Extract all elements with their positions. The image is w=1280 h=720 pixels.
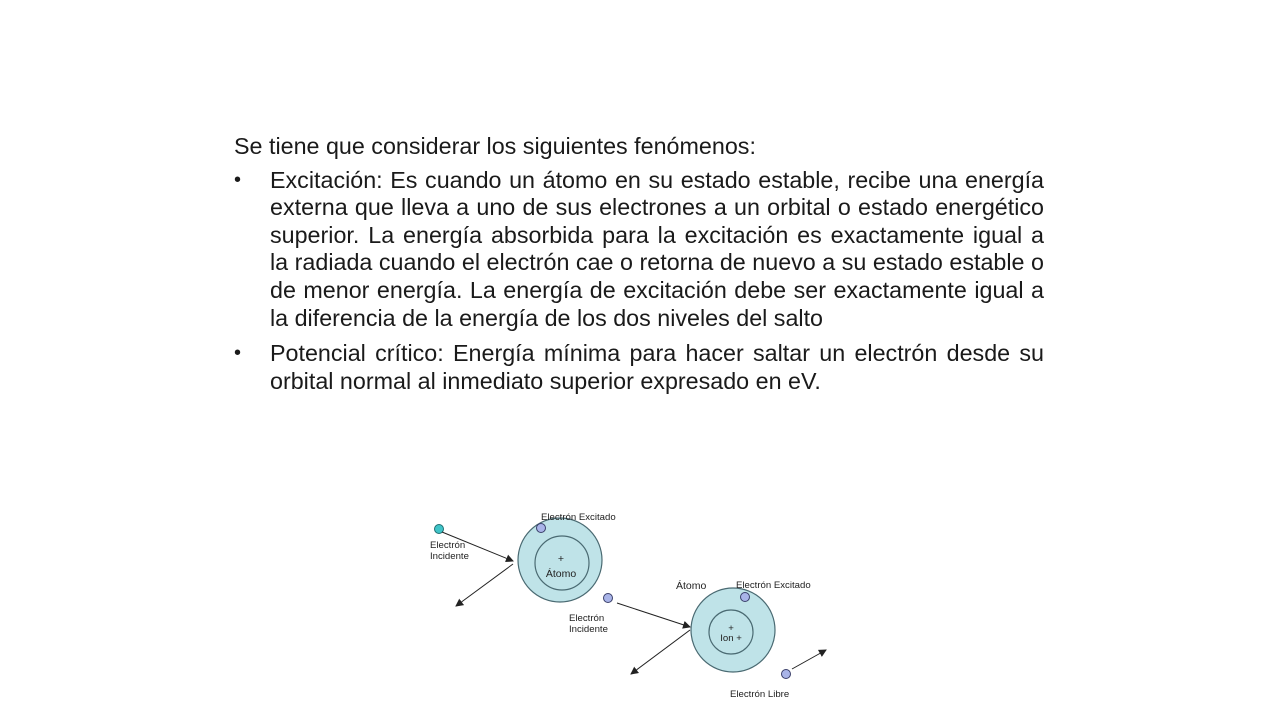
incident-path-arrow-2	[617, 603, 690, 627]
excited-electron-2	[741, 593, 750, 602]
incident-label-2-line2: Incidente	[569, 624, 608, 635]
excitation-scenario	[430, 512, 616, 606]
incident-electron-2	[604, 594, 613, 603]
bullet-dot: •	[234, 168, 242, 191]
free-electron-arrow	[792, 650, 826, 669]
free-electron-label: Electrón Libre	[730, 689, 790, 700]
atom-label: Átomo	[545, 568, 577, 580]
bullet-text: Potencial crítico: Energía mínima para hacer saltar un electrón desde su orbital normal al inmediato superior expresado en eV.	[270, 340, 1044, 394]
free-electron	[782, 670, 791, 679]
excited-electron-label: Electrón Excitado	[541, 512, 616, 523]
atom-label-2: Átomo	[676, 580, 707, 592]
scattered-path-arrow	[456, 564, 513, 606]
excited-electron	[537, 524, 546, 533]
ion-plus: +	[728, 623, 734, 634]
ionization-scenario	[569, 579, 826, 700]
bullet-dot: •	[234, 342, 242, 365]
scattered-path-arrow-2	[631, 630, 690, 674]
incident-label-line2: Incidente	[430, 551, 469, 562]
incident-label-2-line1: Electrón	[569, 613, 605, 624]
incident-label-line1: Electrón	[430, 540, 466, 551]
excited-electron-label-2: Electrón Excitado	[736, 580, 811, 591]
bullet-text: Excitación: Es cuando un átomo en su estado estable, recibe una energía externa que lleva a uno de sus electrones a un orbital o estado energético superior. La energía absorbida para la excitación es exactamente igual a la radiada cuando el electrón cae o retorna de nuevo a su estado estable o de menor energía. La energía de excitación debe ser exactamente igual a la diferencia de la energía de los dos niveles del salto	[270, 166, 1044, 331]
intro-text: Se tiene que considerar los siguientes fenómenos:	[234, 133, 756, 159]
ion-label: Ion +	[720, 633, 742, 644]
nucleus-plus: +	[557, 553, 565, 565]
